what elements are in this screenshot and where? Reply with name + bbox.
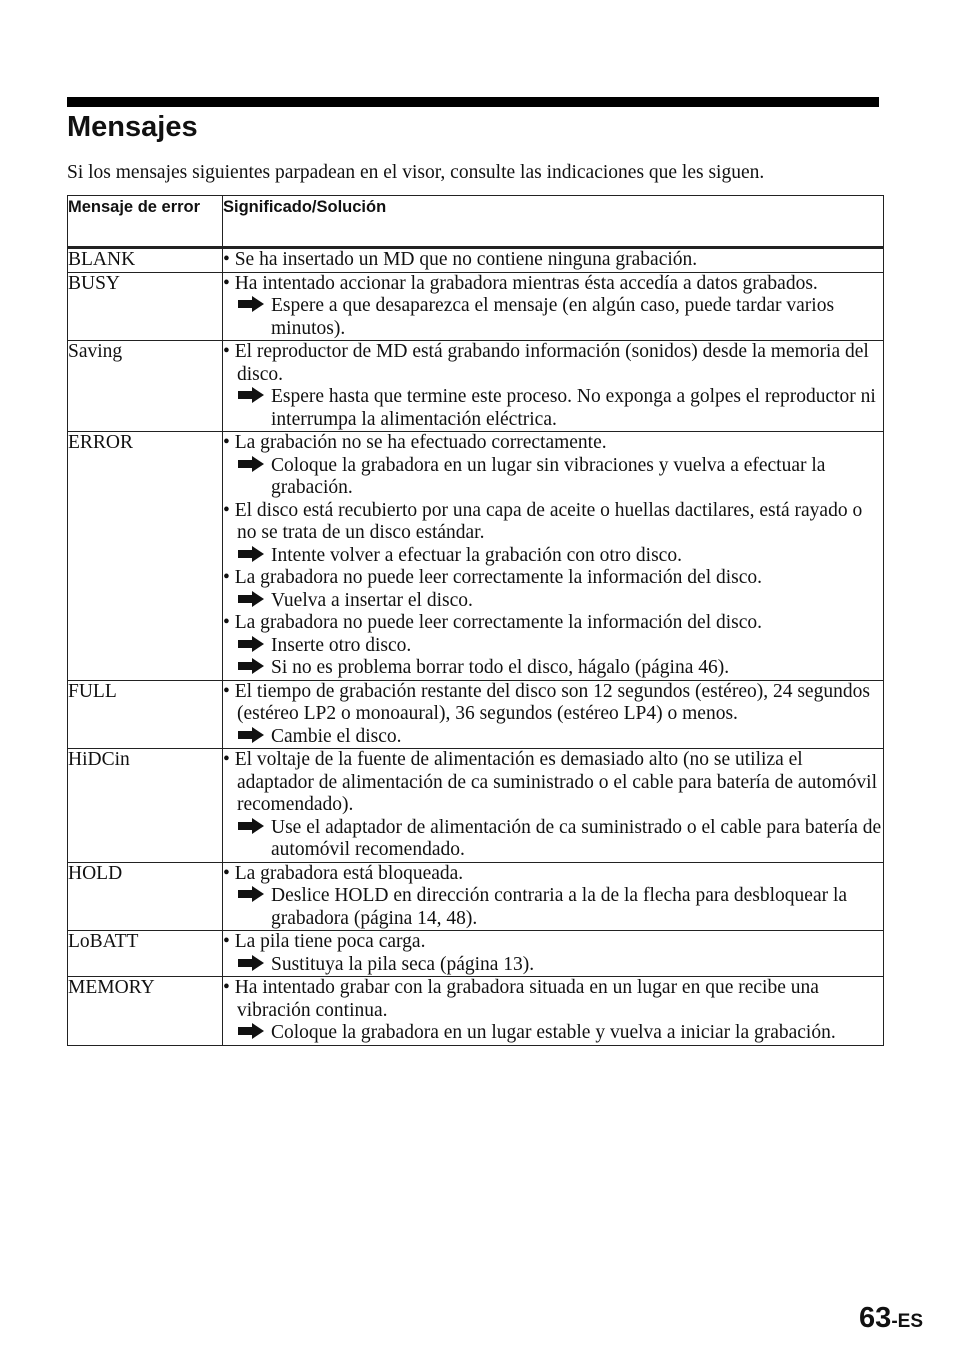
bullet-text: El tiempo de grabación restante del disco son 12 segundos (estéreo), 24 segundos (estéreo LP2 o monoaural), 36 segundos (estéreo LP4) o menos. bbox=[234, 680, 870, 724]
page-title: Mensajes bbox=[67, 111, 198, 143]
right-arrow-icon bbox=[238, 727, 264, 743]
bullet-text: La pila tiene poca carga. bbox=[234, 931, 426, 952]
meaning-bullet bbox=[223, 249, 883, 272]
error-code: HiDCin bbox=[68, 749, 223, 863]
right-arrow-icon bbox=[238, 658, 264, 674]
meaning-bullet bbox=[223, 432, 883, 455]
bullet-text: El reproductor de MD está grabando información (sonidos) desde la memoria del disco. bbox=[234, 341, 869, 385]
solution-text: Espere a que desaparezca el mensaje (en algún caso, puede tardar varios minutos). bbox=[271, 295, 835, 339]
column-header-message: Mensaje de error bbox=[68, 196, 223, 248]
error-code: BUSY bbox=[68, 272, 223, 341]
right-arrow-icon bbox=[238, 591, 264, 607]
meaning-bullet bbox=[223, 681, 883, 726]
error-description bbox=[223, 248, 884, 273]
solution-text: Espere hasta que termine este proceso. No exponga a golpes el reproductor ni interrumpa la alimentación eléctrica. bbox=[271, 386, 876, 430]
meaning-bullet bbox=[223, 931, 883, 954]
bullet-marker: • bbox=[223, 432, 230, 453]
page-language-suffix: -ES bbox=[891, 1311, 923, 1332]
error-code: BLANK bbox=[68, 248, 223, 273]
solution-item bbox=[223, 817, 883, 862]
solution-text: Vuelva a insertar el disco. bbox=[271, 589, 473, 611]
intro-text: Si los mensajes siguientes parpadean en el visor, consulte las indicaciones que les siguen. bbox=[67, 162, 765, 183]
bullet-marker: • bbox=[223, 612, 230, 633]
error-description bbox=[223, 749, 884, 863]
bullet-marker: • bbox=[223, 977, 230, 998]
table-row bbox=[68, 248, 884, 273]
table-row bbox=[68, 931, 884, 977]
title-rule bbox=[67, 97, 879, 107]
solution-text: Cambie el disco. bbox=[271, 725, 402, 747]
table-row bbox=[68, 272, 884, 341]
page-number bbox=[859, 1300, 923, 1340]
error-code: FULL bbox=[68, 680, 223, 749]
error-description bbox=[223, 272, 884, 341]
solution-item bbox=[223, 954, 883, 977]
bullet-marker: • bbox=[223, 249, 230, 270]
table-row bbox=[68, 977, 884, 1046]
error-description bbox=[223, 680, 884, 749]
solution-text: Intente volver a efectuar la grabación con otro disco. bbox=[271, 544, 682, 566]
solution-item bbox=[223, 1022, 883, 1045]
solution-text: Deslice HOLD en dirección contraria a la de la flecha para desbloquear la grabadora (página 14, 48). bbox=[271, 885, 848, 929]
error-description bbox=[223, 432, 884, 681]
bullet-marker: • bbox=[223, 567, 230, 588]
meaning-bullet bbox=[223, 567, 883, 590]
table-row bbox=[68, 432, 884, 681]
solution-text: Inserte otro disco. bbox=[271, 634, 412, 656]
table-header-row bbox=[68, 196, 884, 248]
meaning-bullet bbox=[223, 863, 883, 886]
solution-item bbox=[223, 545, 883, 568]
right-arrow-icon bbox=[238, 955, 264, 971]
bullet-text: La grabadora no puede leer correctamente la información del disco. bbox=[234, 567, 763, 588]
solution-item bbox=[223, 590, 883, 613]
meaning-bullet bbox=[223, 749, 883, 817]
right-arrow-icon bbox=[238, 546, 264, 562]
bullet-marker: • bbox=[223, 499, 230, 521]
solution-item bbox=[223, 657, 883, 680]
meaning-bullet bbox=[223, 500, 883, 545]
table-row bbox=[68, 341, 884, 432]
meaning-bullet bbox=[223, 977, 883, 1022]
solution-item bbox=[223, 635, 883, 658]
page-number-value: 63 bbox=[859, 1302, 892, 1334]
right-arrow-icon bbox=[238, 818, 264, 834]
error-description bbox=[223, 862, 884, 931]
bullet-marker: • bbox=[223, 272, 230, 294]
solution-item bbox=[223, 885, 883, 930]
error-description bbox=[223, 341, 884, 432]
right-arrow-icon bbox=[238, 296, 264, 312]
error-description bbox=[223, 977, 884, 1046]
bullet-text: El voltaje de la fuente de alimentación es demasiado alto (no se utiliza el adaptador de alimentación de ca suministrado o el cable para batería de automóvil recomendado). bbox=[234, 749, 877, 815]
solution-text: Coloque la grabadora en un lugar estable y vuelva a iniciar la grabación. bbox=[271, 1022, 836, 1043]
table-body bbox=[68, 248, 884, 1046]
right-arrow-icon bbox=[238, 886, 264, 902]
solution-text: Si no es problema borrar todo el disco, hágalo (página 46). bbox=[271, 657, 730, 678]
bullet-marker: • bbox=[223, 931, 230, 952]
bullet-marker: • bbox=[223, 341, 230, 362]
solution-item bbox=[223, 455, 883, 500]
right-arrow-icon bbox=[238, 456, 264, 472]
bullet-text: La grabación no se ha efectuado correctamente. bbox=[234, 432, 607, 453]
solution-item bbox=[223, 726, 883, 749]
meaning-bullet bbox=[223, 612, 883, 635]
solution-text: Coloque la grabadora en un lugar sin vibraciones y vuelva a efectuar la grabación. bbox=[271, 454, 826, 498]
right-arrow-icon bbox=[238, 636, 264, 652]
bullet-marker: • bbox=[223, 749, 230, 770]
solution-item bbox=[223, 295, 883, 340]
bullet-text: La grabadora está bloqueada. bbox=[234, 862, 464, 884]
table-row bbox=[68, 862, 884, 931]
bullet-text: La grabadora no puede leer correctamente la información del disco. bbox=[234, 612, 763, 633]
error-code: Saving bbox=[68, 341, 223, 432]
meaning-bullet bbox=[223, 341, 883, 386]
right-arrow-icon bbox=[238, 387, 264, 403]
bullet-marker: • bbox=[223, 680, 230, 702]
solution-text: Use el adaptador de alimentación de ca suministrado o el cable para batería de automóvil recomendado. bbox=[271, 816, 882, 860]
error-code: LoBATT bbox=[68, 931, 223, 977]
bullet-text: El disco está recubierto por una capa de aceite o huellas dactilares, está rayado o no se trata de un disco estándar. bbox=[234, 499, 863, 543]
solution-text: Sustituya la pila seca (página 13). bbox=[271, 953, 535, 975]
column-header-meaning: Significado/Solución bbox=[223, 196, 884, 248]
solution-item bbox=[223, 386, 883, 431]
error-description bbox=[223, 931, 884, 977]
error-code: ERROR bbox=[68, 432, 223, 681]
bullet-marker: • bbox=[223, 862, 230, 884]
messages-table bbox=[67, 195, 884, 1046]
meaning-bullet bbox=[223, 273, 883, 296]
bullet-text: Ha intentado accionar la grabadora mientras ésta accedía a datos grabados. bbox=[234, 272, 818, 294]
table-row bbox=[68, 749, 884, 863]
right-arrow-icon bbox=[238, 1023, 264, 1039]
error-code: MEMORY bbox=[68, 977, 223, 1046]
bullet-text: Ha intentado grabar con la grabadora situada en un lugar en que recibe una vibración continua. bbox=[234, 977, 819, 1021]
table-row bbox=[68, 680, 884, 749]
error-code: HOLD bbox=[68, 862, 223, 931]
bullet-text: Se ha insertado un MD que no contiene ninguna grabación. bbox=[234, 249, 698, 270]
